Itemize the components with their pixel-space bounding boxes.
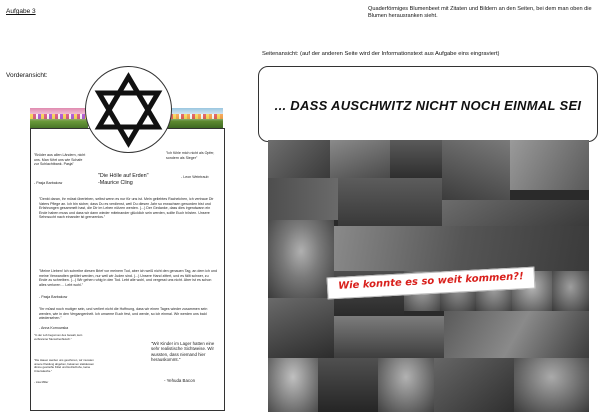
side-view-title-panel: [258, 66, 598, 142]
quote-bottom-right-author: - Yehuda Bacon: [164, 378, 196, 383]
photo-survivors: [444, 311, 589, 358]
paragraph-1: "Denkt daran, ihr müsst überleben, selbst wenn es nur für uns ist. Mein geliebtes Rachelchen, ich vertraue Dir Vaters Pflege an. Ich bin sicher, dass Du es verdienst, weil Du diesen Jahr so erwachsen geworden bist und Erfahrungen gesammelt hast, die Dir im Leben nützen werden. (...) Der Gedanke, dass dies irgendwann ein Ende haben muss und dass wir dann wieder miteinander glücklich sein werden, sollte Euch trösten. Unsere Sehnsucht nach einander ist grenzenlos.": [39, 197, 214, 220]
paragraph-2-author: - Pasja Barbakow: [39, 295, 68, 299]
photo-soldiers: [330, 140, 390, 178]
photo-group: [390, 140, 442, 178]
photo-bunks: [268, 298, 334, 358]
photo-train: [434, 358, 514, 412]
photo-portrait-8: [514, 358, 589, 412]
photo-train-tracks: [268, 140, 330, 178]
small-quote-1: "In der Lob begonnen des Gewalt, kein verbrannter Menschenfleisch.": [34, 333, 83, 341]
task-description: Quaderförmiges Blumenbeet mit Zitaten und Bildern an den Seiten, bei dem man oben die Blumen herausranken sieht.: [368, 6, 592, 19]
quote-right: "Ich fühle mich nicht als Opfer, sondern als Sieger": [166, 151, 215, 160]
quote-left-author: - Pasja Barbakow: [34, 181, 63, 185]
paragraph-3-author: - Anna Kornowska: [39, 326, 69, 330]
paragraph-3: "Ihr müsst noch mutiger sein, und verliert nicht die Hoffnung, dass wir einen Tages wieder zusammen sein werden, wie in den Vergangenheit. Ich umarme Euch fest, und werde, so ich einmal. Wir werden uns bald wiedersehen.": [39, 307, 208, 321]
photo-children: [334, 316, 444, 358]
side-view-title: ... DASS AUSCHWITZ NICHT NOCH EINMAL SEI: [274, 98, 582, 113]
small-quote-2: "Die Hauen werden uns geschoren, wir mussten unsere Kleidung abgeben, bekamen stattdessen dünne gestreifte Kittel und Holzschuhe, keine Unterwäsche.": [34, 358, 95, 373]
flower-bed-left-image: [30, 108, 88, 130]
photo-crowd: [338, 178, 442, 226]
small-quote-2-author: - Lisa Miller: [34, 380, 49, 384]
banner-text: Wie konnte es so weit kommen?!: [337, 271, 524, 292]
photo-portrait-5: [552, 271, 589, 311]
task-label: Aufgabe 3: [6, 8, 36, 15]
paragraph-2: "Meine Lieben! Ich schreibe diesen Brief vor meinem Tod, aber ich weiß nicht den genauen Tag, an dem ich und meine Verwandten getötet werden, nur weil wir Juden sind. (...) Unsere Hand zittert, und es fällt schwer, zu Ende zu schreiben. (...) Wir gehen ruhig in den Tod. Lebt alle wohl, und vergesst uns nicht. Aber ist es schon alles verloren ... Lebt wohl.": [39, 269, 217, 287]
flower-bed-right-image: [165, 108, 223, 130]
star-of-david-icon: [88, 69, 169, 150]
quote-left: "Brüder aus allen Ländern, nicht uns. Man führt uns wie Schafe zur Schlachtbank. Pasja": [34, 153, 86, 167]
photo-portrait-7: [378, 358, 434, 412]
photo-camp-view: [318, 358, 378, 412]
quote-right-author: - Leon Weintraub: [181, 175, 209, 179]
quote-center: "Die Hölle auf Erden": [98, 173, 149, 179]
photo-portrait-woman: [268, 220, 334, 298]
photo-smoke-tower: [442, 140, 510, 200]
front-view-panel: [30, 128, 225, 411]
side-view-label: Seitenansicht: (auf der anderen Seite wird der Informationstext aus Aufgabe eins eingraviert): [262, 51, 500, 57]
photo-camp-gate: [268, 178, 338, 220]
photo-guard: [510, 140, 589, 190]
quote-center-author: -Maurice Cling: [98, 180, 133, 186]
photo-prisoners-row: [334, 226, 589, 271]
star-of-david-medallion: [85, 66, 172, 153]
quote-bottom-right: "Wir Kinder im Lager hatten eine sehr realistische Sichtweise. Wir wussten, dass niemand hier herauskommt.": [151, 341, 215, 363]
front-view-label: Vorderansicht:: [6, 72, 48, 79]
photo-portrait-6: [268, 358, 318, 412]
